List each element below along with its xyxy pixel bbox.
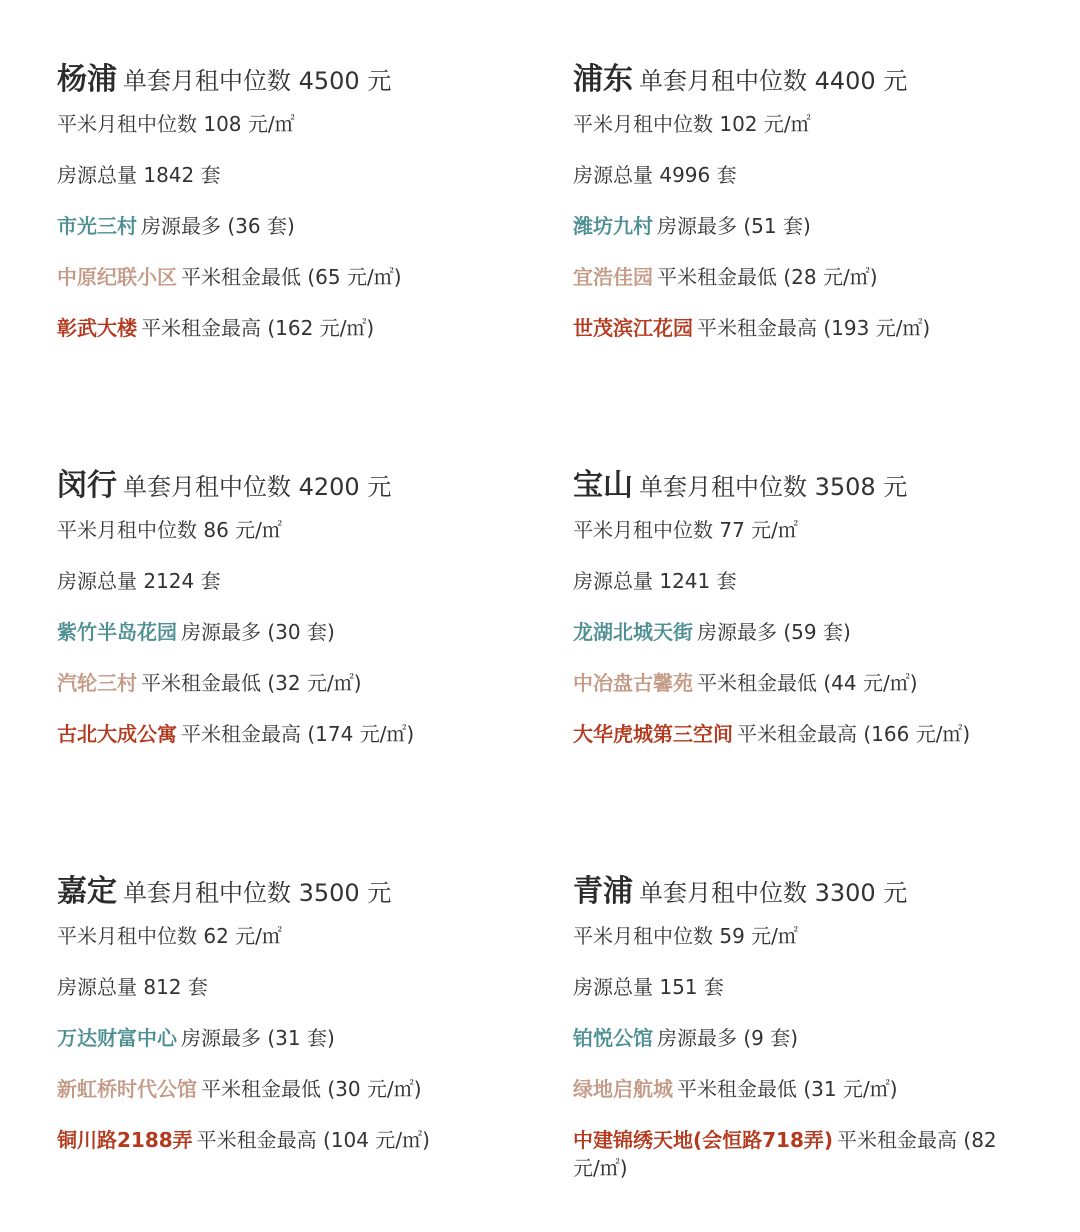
estate-name: 古北大成公寓 <box>57 722 177 746</box>
district-heading <box>57 870 497 914</box>
district-name: 杨浦 <box>57 62 117 97</box>
median-rent: 单套月租中位数 4500 元 <box>123 67 392 95</box>
highest-price-row <box>573 720 1013 748</box>
stat-desc: 房源最多 (59 套) <box>697 620 851 644</box>
estate-name: 汽轮三村 <box>57 671 137 695</box>
median-rent: 单套月租中位数 3500 元 <box>123 879 392 907</box>
estate-name: 市光三村 <box>57 214 137 238</box>
total-listings: 房源总量 812 套 <box>57 975 208 999</box>
highest-price-row <box>57 314 497 342</box>
estate-name: 绿地启航城 <box>573 1077 673 1101</box>
total-listings: 房源总量 1842 套 <box>57 163 221 187</box>
estate-name: 万达财富中心 <box>57 1026 177 1050</box>
most-listings-row <box>57 1024 497 1052</box>
most-listings-row <box>573 1024 1013 1052</box>
most-listings-row <box>573 618 1013 646</box>
district-heading <box>57 58 497 102</box>
median-sqm: 平米月租中位数 62 元/㎡ <box>57 924 282 948</box>
stat-desc: 平米租金最高 (104 元/㎡) <box>196 1128 430 1152</box>
district-card-pudong <box>573 58 1013 342</box>
median-sqm: 平米月租中位数 77 元/㎡ <box>573 518 798 542</box>
estate-name: 龙湖北城天街 <box>573 620 693 644</box>
highest-price-row <box>57 720 497 748</box>
estate-name: 大华虎城第三空间 <box>573 722 733 746</box>
district-heading <box>57 464 497 508</box>
stat-desc: 平米租金最低 (65 元/㎡) <box>181 265 402 289</box>
lowest-price-row <box>57 669 497 697</box>
stat-desc: 平米租金最低 (31 元/㎡) <box>677 1077 898 1101</box>
district-heading <box>573 58 1013 102</box>
total-listings: 房源总量 1241 套 <box>573 569 737 593</box>
district-card-yangpu <box>57 58 497 342</box>
stat-desc: 房源最多 (30 套) <box>181 620 335 644</box>
district-heading <box>573 870 1013 914</box>
estate-name: 宜浩佳园 <box>573 265 653 289</box>
estate-name: 潍坊九村 <box>573 214 653 238</box>
lowest-price-row <box>573 263 1013 291</box>
most-listings-row <box>573 212 1013 240</box>
district-name: 闵行 <box>57 468 117 503</box>
median-rent: 单套月租中位数 4400 元 <box>639 67 908 95</box>
stat-desc: 平米租金最高 (162 元/㎡) <box>141 316 375 340</box>
lowest-price-row <box>573 669 1013 697</box>
estate-name: 中建锦绣天地(会恒路718弄) <box>573 1128 834 1152</box>
median-sqm: 平米月租中位数 102 元/㎡ <box>573 112 811 136</box>
estate-name: 中原纪联小区 <box>57 265 177 289</box>
median-rent: 单套月租中位数 4200 元 <box>123 473 392 501</box>
stat-desc: 平米租金最高 (174 元/㎡) <box>181 722 415 746</box>
estate-name: 紫竹半岛花园 <box>57 620 177 644</box>
stat-desc: 平米租金最低 (44 元/㎡) <box>697 671 918 695</box>
stat-desc: 平米租金最高 (82 元/㎡) <box>573 1128 997 1180</box>
estate-name: 彰武大楼 <box>57 316 137 340</box>
most-listings-row <box>57 212 497 240</box>
stat-desc: 房源最多 (9 套) <box>657 1026 799 1050</box>
stat-desc: 房源最多 (31 套) <box>181 1026 335 1050</box>
total-listings: 房源总量 4996 套 <box>573 163 737 187</box>
total-listings: 房源总量 151 套 <box>573 975 724 999</box>
district-name: 青浦 <box>573 874 633 909</box>
highest-price-row <box>573 1126 1013 1182</box>
median-sqm: 平米月租中位数 86 元/㎡ <box>57 518 282 542</box>
stat-desc: 平米租金最低 (28 元/㎡) <box>657 265 878 289</box>
district-name: 浦东 <box>573 62 633 97</box>
stat-desc: 平米租金最高 (193 元/㎡) <box>697 316 931 340</box>
stat-desc: 平米租金最低 (32 元/㎡) <box>141 671 362 695</box>
lowest-price-row <box>57 263 497 291</box>
median-sqm: 平米月租中位数 108 元/㎡ <box>57 112 295 136</box>
district-card-qingpu <box>573 870 1013 1182</box>
stat-desc: 平米租金最低 (30 元/㎡) <box>201 1077 422 1101</box>
district-heading <box>573 464 1013 508</box>
stat-desc: 房源最多 (51 套) <box>657 214 811 238</box>
lowest-price-row <box>573 1075 1013 1103</box>
lowest-price-row <box>57 1075 497 1103</box>
district-card-baoshan <box>573 464 1013 748</box>
median-sqm: 平米月租中位数 59 元/㎡ <box>573 924 798 948</box>
estate-name: 铂悦公馆 <box>573 1026 653 1050</box>
district-card-jiading <box>57 870 497 1154</box>
district-name: 嘉定 <box>57 874 117 909</box>
highest-price-row <box>573 314 1013 342</box>
median-rent: 单套月租中位数 3508 元 <box>639 473 908 501</box>
estate-name: 新虹桥时代公馆 <box>57 1077 197 1101</box>
total-listings: 房源总量 2124 套 <box>57 569 221 593</box>
median-rent: 单套月租中位数 3300 元 <box>639 879 908 907</box>
estate-name: 铜川路2188弄 <box>57 1128 193 1152</box>
estate-name: 世茂滨江花园 <box>573 316 693 340</box>
district-name: 宝山 <box>573 468 633 503</box>
stat-desc: 平米租金最高 (166 元/㎡) <box>737 722 971 746</box>
most-listings-row <box>57 618 497 646</box>
district-card-minhang <box>57 464 497 748</box>
highest-price-row <box>57 1126 497 1154</box>
stat-desc: 房源最多 (36 套) <box>141 214 295 238</box>
estate-name: 中冶盘古馨苑 <box>573 671 693 695</box>
